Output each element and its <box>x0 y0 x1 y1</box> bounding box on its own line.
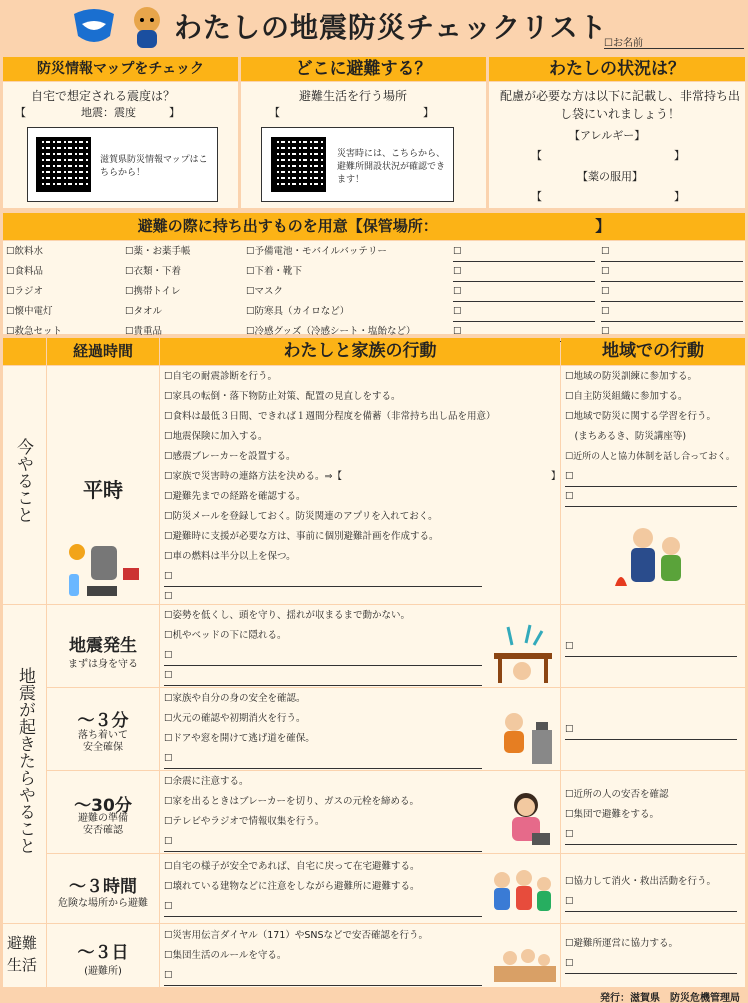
seismic-answer[interactable]: 【 地震：震度 】 <box>15 106 180 119</box>
family-check-item[interactable]: ☐家を出るときはブレーカーを切り、ガスの元栓を締める。 <box>164 796 419 807</box>
carry-item[interactable]: ☐ <box>601 302 743 322</box>
family-check-item[interactable]: ☐家族で災害時の連絡方法を決める。⇒【 】 <box>164 471 561 482</box>
family-check-item[interactable]: ☐食料は最低３日間、できれば１週間分程度を備蓄（非常持ち出し品を用意） <box>164 411 496 422</box>
emergency-kit-icon <box>63 538 145 600</box>
family-check-item[interactable]: ☐余震に注意する。 <box>164 776 249 787</box>
group-quake-label: 地震が起きたらやること <box>15 667 35 854</box>
carry-item[interactable]: ☐ <box>453 282 595 302</box>
phase-peacetime-region <box>561 366 745 604</box>
seismic-question: 自宅で想定される震度は？ <box>31 89 176 103</box>
phase-30min-region <box>561 771 745 853</box>
phase-peacetime-family <box>160 366 560 604</box>
family-check-item[interactable]: ☐車の燃料は半分以上を保つ。 <box>164 551 296 562</box>
family-check-item[interactable]: ☐自宅の耐震診断を行う。 <box>164 371 278 382</box>
region-check-item[interactable]: ☐近所の人の安否を確認 <box>565 789 669 800</box>
region-check-item[interactable]: ☐ <box>565 487 737 507</box>
carry-item[interactable]: ☐薬・お薬手帳 <box>125 246 191 257</box>
family-check-item[interactable]: ☐避難先までの経路を確認する。 <box>164 491 306 502</box>
carry-item[interactable]: ☐タオル <box>125 306 163 317</box>
carry-item[interactable]: ☐ <box>601 322 743 342</box>
family-check-item[interactable]: ☐地震保険に加入する。 <box>164 431 268 442</box>
map-qr-card <box>27 127 218 202</box>
evacuate-where-header: どこに避難する？ <box>241 57 486 81</box>
carry-col-5 <box>601 242 743 342</box>
shelter-qr-code-icon[interactable] <box>271 137 326 192</box>
time-header: 経過時間 <box>47 338 159 365</box>
family-check-item[interactable]: ☐姿勢を低くし、頭を守り、揺れが収まるまで動かない。 <box>164 610 411 621</box>
map-check-panel <box>3 82 238 208</box>
medication-field[interactable]: 【 】 <box>531 190 685 203</box>
phase-time: ～３日 <box>77 943 129 963</box>
header-logo-icon <box>70 8 118 48</box>
family-check-item[interactable]: ☐自宅の様子が安全であれば、自宅に戻って在宅避難する。 <box>164 861 420 872</box>
phase-time: 平時 <box>83 478 123 502</box>
shelter-life-icon <box>494 942 556 984</box>
carry-item[interactable]: ☐食料品 <box>6 266 44 277</box>
fire-extinguish-icon <box>492 708 556 768</box>
region-check-item[interactable]: ☐ <box>565 954 737 974</box>
family-check-item[interactable]: ☐ <box>164 966 482 986</box>
family-check-item[interactable]: ☐机やベッドの下に隠れる。 <box>164 630 287 641</box>
region-check-item[interactable]: ☐ <box>565 892 737 912</box>
carry-item[interactable]: ☐ <box>453 242 595 262</box>
region-check-item[interactable]: ☐近所の人と協力体制を話し合っておく。 <box>565 452 735 462</box>
region-check-item[interactable]: ☐集団で避難をする。 <box>565 809 660 820</box>
carry-item[interactable]: ☐ <box>601 242 743 262</box>
carry-item[interactable]: ☐予備電池・モバイルバッテリー <box>246 246 387 257</box>
allergy-field[interactable]: 【 】 <box>531 149 685 162</box>
region-check-item[interactable]: ☐ <box>565 720 737 740</box>
family-check-item[interactable]: ☐ <box>164 897 482 917</box>
phase-30min-time <box>47 771 159 853</box>
my-situation-header: わたしの状況は？ <box>489 57 745 81</box>
family-check-item[interactable]: ☐家族や自分の身の安全を確認。 <box>164 693 306 704</box>
carry-item[interactable]: ☐ <box>601 282 743 302</box>
phase-quake-region <box>561 605 745 687</box>
carry-col-2 <box>125 242 243 342</box>
phase-3day-region <box>561 924 745 987</box>
phase-time: ～３時間 <box>69 877 137 897</box>
phase-3day-time <box>47 924 159 987</box>
family-check-item[interactable]: ☐ <box>164 567 482 587</box>
carry-item[interactable]: ☐ラジオ <box>6 286 44 297</box>
region-check-item[interactable]: ☐地域の防災訓練に参加する。 <box>565 371 698 382</box>
allergy-label: 【アレルギー】 <box>569 129 646 142</box>
group-quake <box>3 605 46 923</box>
evacuate-where-panel <box>241 82 486 208</box>
carry-item[interactable]: ☐ <box>601 262 743 282</box>
shelter-qr-card <box>261 127 454 202</box>
situation-desc: 配慮が必要な方は以下に記載し、非常持ち出し袋にいれましょう！ <box>499 89 740 121</box>
evacuation-group-icon <box>488 866 556 920</box>
radio-listener-icon <box>500 787 554 849</box>
family-check-item[interactable]: ☐ <box>164 832 482 852</box>
phase-time: ～３分 <box>77 711 129 731</box>
region-check-item[interactable]: ☐ <box>565 637 737 657</box>
phase-subtitle: 危険な場所から避難 <box>58 898 148 909</box>
carry-col-3 <box>246 242 451 342</box>
carry-item[interactable]: ☐ <box>453 302 595 322</box>
group-now <box>3 366 46 604</box>
map-qr-code-icon[interactable] <box>36 137 91 192</box>
carry-item[interactable]: ☐マスク <box>246 286 284 297</box>
map-qr-text: 滋賀県防災情報マップはこちらから！ <box>100 155 208 178</box>
phase-subtitle: (避難所) <box>84 966 122 977</box>
carry-item[interactable]: ☐冷感グッズ（冷感シート・塩飴など） <box>246 326 416 337</box>
group-shelter <box>3 924 46 987</box>
family-action-header: わたしと家族の行動 <box>160 338 560 365</box>
name-field[interactable] <box>604 48 744 49</box>
family-check-item[interactable]: ☐ドアや窓を開けて逃げ道を確保。 <box>164 733 315 744</box>
table-corner <box>3 338 46 365</box>
name-label: ☐お名前 <box>604 38 643 49</box>
carry-item[interactable]: ☐防寒具（カイロなど） <box>246 306 350 317</box>
family-check-item[interactable]: ☐ <box>164 587 482 607</box>
family-check-item[interactable]: ☐テレビやラジオで情報収集を行う。 <box>164 816 325 827</box>
family-check-item[interactable]: ☐家具の転倒・落下物防止対策、配置の見直しをする。 <box>164 391 401 402</box>
region-check-item[interactable]: ☐避難所運営に協力する。 <box>565 938 679 949</box>
carry-item[interactable]: ☐下着・靴下 <box>246 266 303 277</box>
firefighter-icon <box>613 524 693 592</box>
phase-subtitle: まずは身を守る <box>68 659 138 670</box>
family-check-item[interactable]: ☐火元の確認や初期消火を行う。 <box>164 713 306 724</box>
carry-out-list <box>3 241 745 337</box>
phase-time: ～30分 <box>74 796 132 816</box>
carry-item[interactable]: ☐携帯トイレ <box>125 286 181 297</box>
carry-item[interactable]: ☐ <box>453 322 595 342</box>
carry-item[interactable]: ☐衣類・下着 <box>125 266 182 277</box>
family-check-item[interactable]: ☐感震ブレーカーを設置する。 <box>164 451 296 462</box>
phase-time: 地震発生 <box>69 636 137 656</box>
page-title: わたしの地震防災チェックリスト <box>174 11 608 44</box>
carry-item[interactable]: ☐貴重品 <box>125 326 163 337</box>
region-check-item: (まちあるき、防災講座等) <box>565 431 687 442</box>
phase-3h-time <box>47 854 159 923</box>
carry-item[interactable]: ☐懐中電灯 <box>6 306 53 317</box>
carry-col-4 <box>453 242 595 342</box>
family-check-item[interactable]: ☐ <box>164 749 482 769</box>
phase-3min-time <box>47 688 159 770</box>
family-check-item[interactable]: ☐壊れている建物などに注意をしながら避難所に避難する。 <box>164 881 420 892</box>
phase-3h-family <box>160 854 560 923</box>
shelter-qr-text: 災害時には、こちらから、避難所開設状況が確認できます！ <box>337 149 446 185</box>
carry-out-header: 避難の際に持ち出すものを用意【保管場所： 】 <box>3 213 745 240</box>
region-check-item[interactable]: ☐協力して消火・救出活動を行う。 <box>565 876 717 887</box>
shelter-answer[interactable]: 【 】 <box>269 106 434 119</box>
region-check-item[interactable]: ☐自主防災組織に参加する。 <box>565 391 688 402</box>
phase-3min-region <box>561 688 745 770</box>
carry-item[interactable]: ☐ <box>453 262 595 282</box>
phase-3min-family <box>160 688 560 770</box>
carry-col-1 <box>6 242 121 342</box>
region-check-item[interactable]: ☐ <box>565 467 737 487</box>
carry-item[interactable]: ☐救急セット <box>6 326 63 337</box>
phase-quake-time <box>47 605 159 687</box>
phase-quake-family <box>160 605 560 687</box>
region-check-item[interactable]: ☐ <box>565 825 737 845</box>
region-check-item[interactable]: ☐地域で防災に関する学習を行う。 <box>565 411 717 422</box>
group-now-label: 今やること <box>13 438 33 523</box>
shelter-question: 避難生活を行う場所 <box>299 89 408 103</box>
family-check-item[interactable]: ☐防災メールを登録しておく。防災関連のアプリを入れておく。 <box>164 511 438 522</box>
phase-subtitle: 落ち着いて 安全確保 <box>78 730 128 753</box>
publisher-credit: 発行：滋賀県 防災危機管理局 <box>600 993 740 1003</box>
medication-label: 【薬の服用】 <box>577 170 643 183</box>
family-check-item[interactable]: ☐ <box>164 646 482 666</box>
duck-and-cover-icon <box>490 623 556 685</box>
phase-3h-region <box>561 854 745 923</box>
phase-30min-family <box>160 771 560 853</box>
family-check-item[interactable]: ☐災害用伝言ダイヤル（171）やSNSなどで安否確認を行う。 <box>164 930 429 941</box>
family-check-item[interactable]: ☐集団生活のルールを守る。 <box>164 950 287 961</box>
phase-peacetime-time <box>47 366 159 604</box>
mascot-icon <box>125 4 170 50</box>
phase-subtitle: 避難の準備 安否確認 <box>78 813 128 836</box>
group-shelter-label: 避難生活 <box>7 934 38 974</box>
family-check-item[interactable]: ☐避難時に支援が必要な方は、事前に個別避難計画を作成する。 <box>164 531 439 542</box>
region-action-header: 地域での行動 <box>561 338 745 365</box>
carry-item[interactable]: ☐飲料水 <box>6 246 44 257</box>
map-check-header: 防災情報マップをチェック <box>3 57 238 81</box>
phase-3day-family <box>160 924 560 987</box>
my-situation-panel <box>489 82 745 208</box>
family-check-item[interactable]: ☐ <box>164 666 482 686</box>
